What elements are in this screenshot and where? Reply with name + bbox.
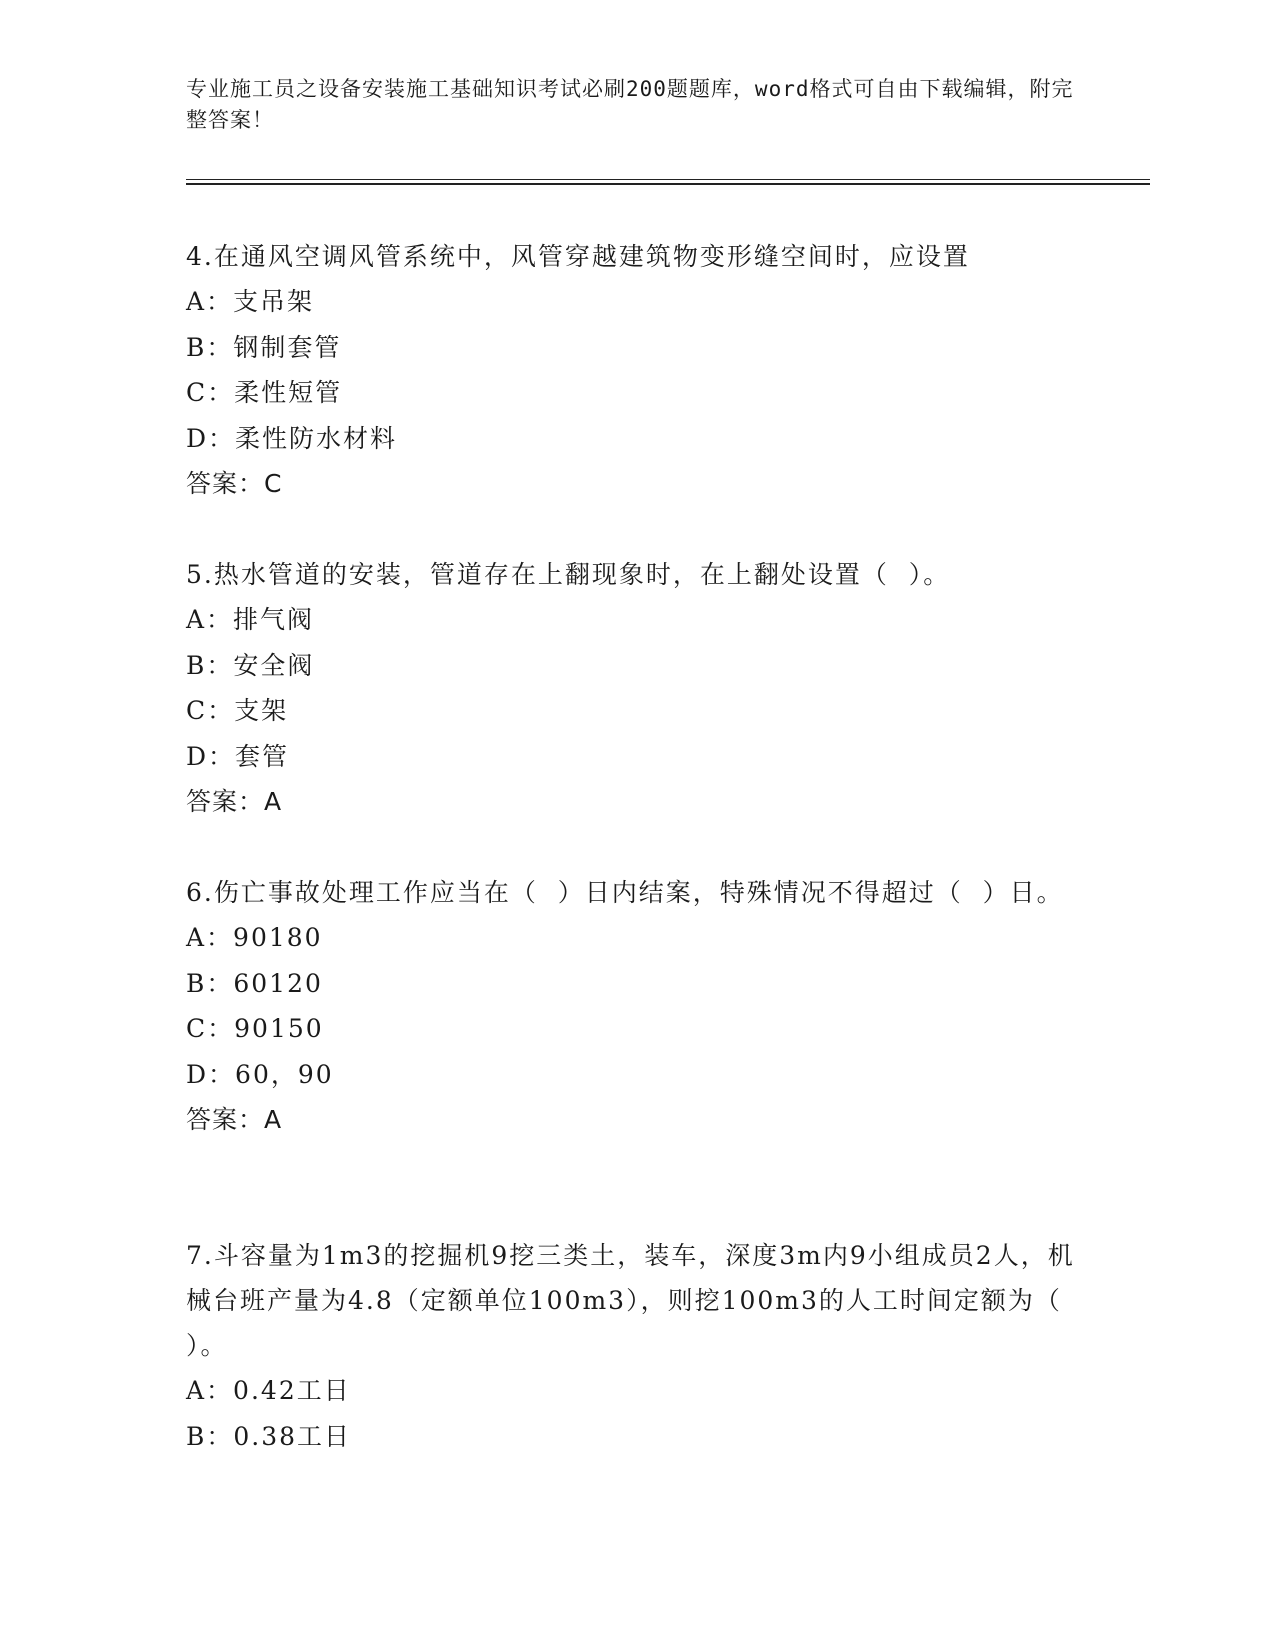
- question-7: [186, 1233, 1086, 1459]
- option-c: C：支架: [186, 696, 289, 725]
- option-c: C：90150: [186, 1014, 324, 1043]
- option-a: A：90180: [186, 923, 323, 952]
- question-5: [186, 552, 1086, 824]
- option-d: D：套管: [186, 741, 290, 771]
- option-b: B：0.38工日: [186, 1421, 352, 1451]
- option-d: D：60，90: [186, 1059, 334, 1089]
- answer: 答案：C: [186, 469, 283, 498]
- option-d: D：柔性防水材料: [186, 423, 398, 453]
- option-list: [186, 279, 1086, 461]
- option-b: B：安全阀: [186, 650, 315, 680]
- question-stem: 4.在通风空调风管系统中，风管穿越建筑物变形缝空间时，应设置: [186, 242, 970, 271]
- option-a: A：排气阀: [186, 605, 315, 634]
- question-stem: 5.热水管道的安装，管道存在上翻现象时，在上翻处设置（ ）。: [186, 560, 951, 589]
- question-4: [186, 234, 1086, 506]
- option-a: A：0.42工日: [186, 1376, 351, 1405]
- header-divider: [186, 179, 1150, 180]
- question-stem: 7.斗容量为1m3的挖掘机9挖三类土，装车，深度3m内9小组成员2人，机械台班产量为4.8（定额单位100m3），则挖100m3的人工时间定额为（ ）。: [186, 1241, 1082, 1360]
- option-list: [186, 1368, 1086, 1459]
- document-header: 专业施工员之设备安装施工基础知识考试必刷200题题库，word格式可自由下载编辑，附完整答案！: [186, 77, 1074, 132]
- option-list: [186, 597, 1086, 779]
- answer: 答案：A: [186, 787, 283, 816]
- option-list: [186, 915, 1086, 1097]
- option-b: B：钢制套管: [186, 332, 342, 362]
- header-divider-double: [186, 183, 1150, 185]
- question-6: [186, 870, 1086, 1142]
- option-a: A：支吊架: [186, 287, 315, 316]
- option-b: B：60120: [186, 968, 323, 998]
- answer: 答案：A: [186, 1105, 283, 1134]
- question-stem: 6.伤亡事故处理工作应当在（ ）日内结案，特殊情况不得超过（ ）日。: [186, 878, 1064, 907]
- option-c: C：柔性短管: [186, 378, 343, 407]
